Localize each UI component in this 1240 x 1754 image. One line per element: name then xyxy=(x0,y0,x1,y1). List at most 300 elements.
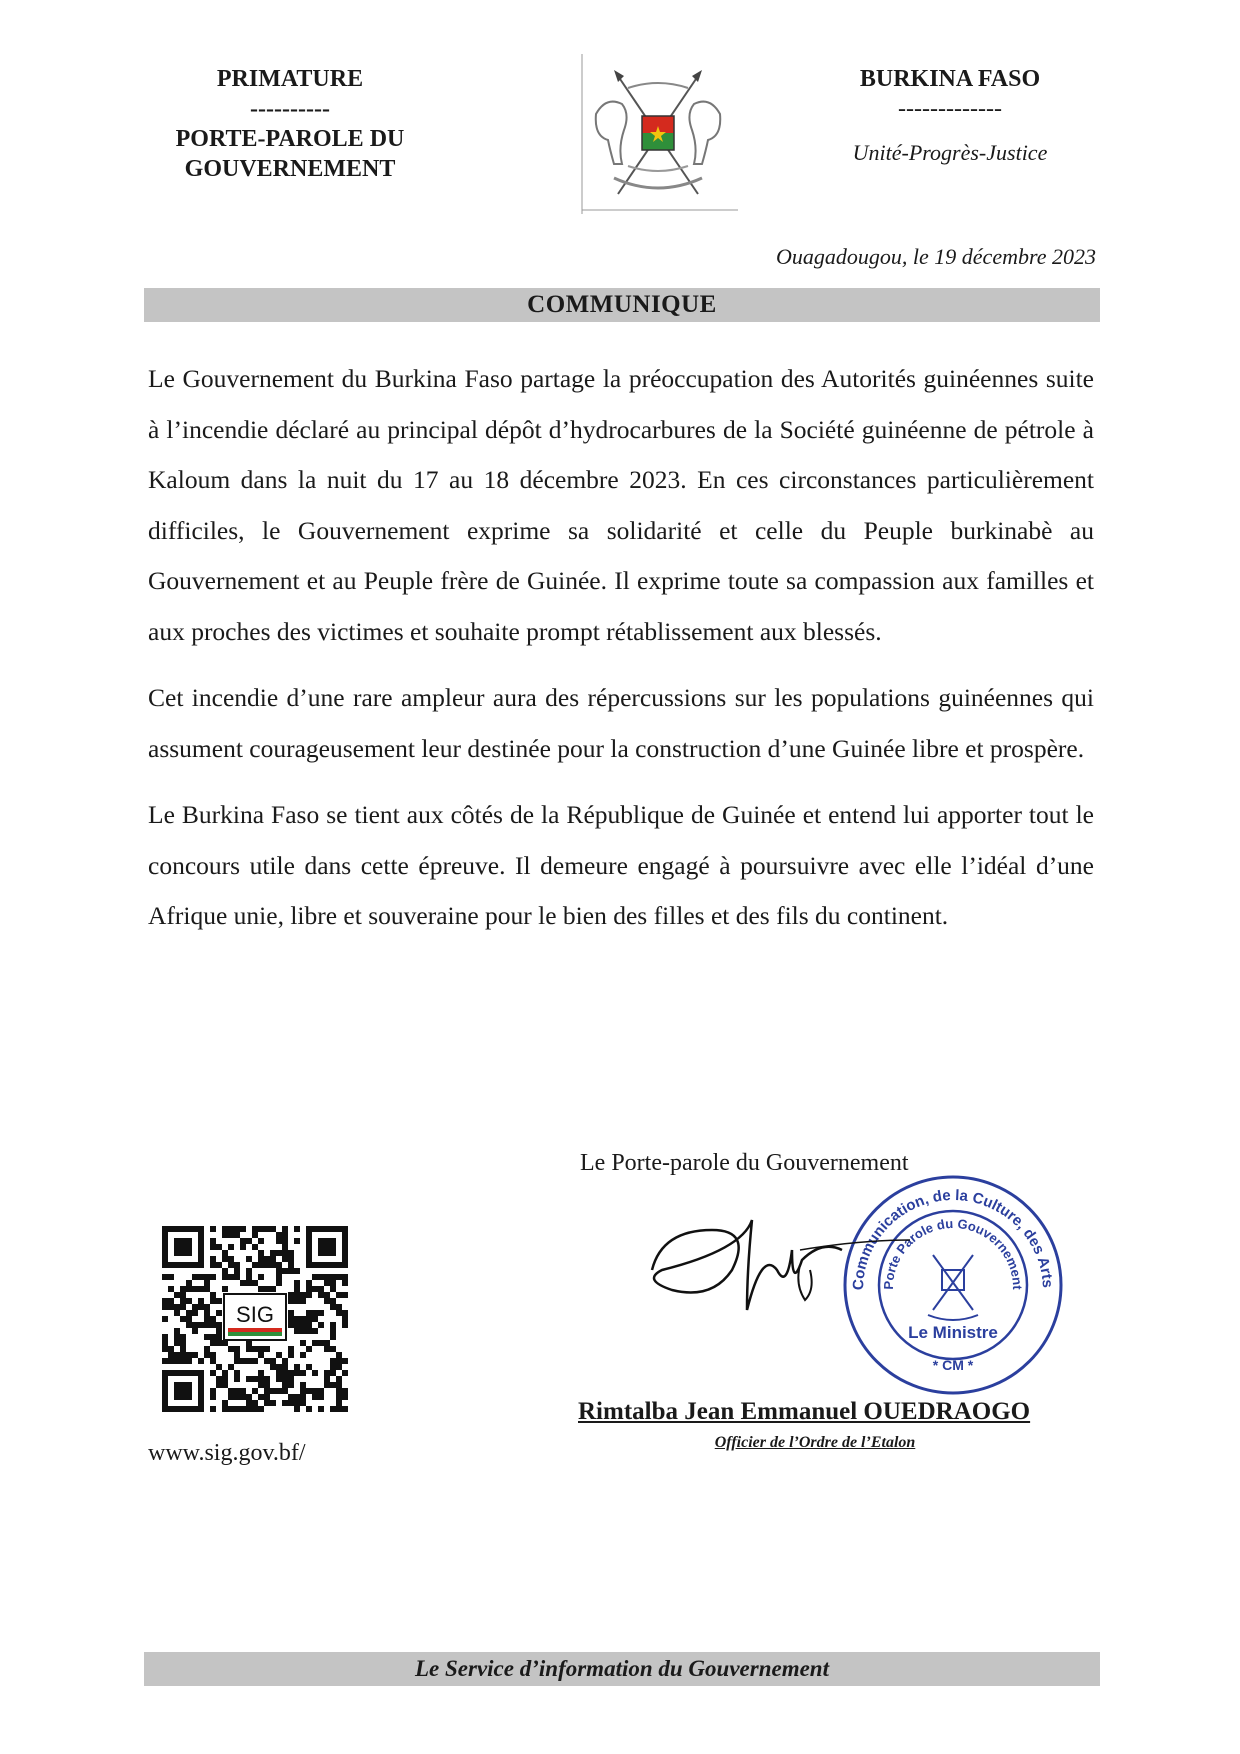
qr-module xyxy=(198,1322,204,1328)
qr-module xyxy=(210,1394,216,1400)
qr-module xyxy=(270,1256,276,1262)
qr-module xyxy=(210,1370,216,1376)
qr-module xyxy=(270,1226,276,1232)
qr-module xyxy=(276,1250,282,1256)
qr-module xyxy=(264,1376,270,1382)
qr-module xyxy=(294,1280,300,1286)
qr-module xyxy=(210,1352,216,1358)
qr-module xyxy=(192,1310,198,1316)
qr-module xyxy=(288,1268,294,1274)
qr-module xyxy=(240,1388,246,1394)
qr-module xyxy=(174,1340,180,1346)
qr-module xyxy=(228,1256,234,1262)
qr-module xyxy=(180,1286,186,1292)
qr-module xyxy=(174,1304,180,1310)
qr-module xyxy=(234,1274,240,1280)
qr-module xyxy=(318,1292,324,1298)
qr-module xyxy=(288,1298,294,1304)
document-date: Ouagadougou, le 19 décembre 2023 xyxy=(776,244,1096,269)
qr-module xyxy=(210,1292,216,1298)
qr-module xyxy=(216,1262,222,1268)
qr-module xyxy=(204,1310,210,1316)
qr-module xyxy=(246,1256,252,1262)
qr-module xyxy=(318,1340,324,1346)
qr-module xyxy=(204,1334,210,1340)
qr-module xyxy=(258,1346,264,1352)
country-separator: ------------- xyxy=(898,96,1002,122)
qr-module xyxy=(234,1352,240,1358)
qr-module xyxy=(330,1370,336,1376)
qr-module xyxy=(288,1322,294,1328)
qr-module xyxy=(192,1304,198,1310)
qr-module xyxy=(288,1400,294,1406)
qr-module xyxy=(222,1274,228,1280)
qr-module xyxy=(312,1310,318,1316)
qr-module xyxy=(294,1322,300,1328)
qr-module xyxy=(162,1358,168,1364)
qr-module xyxy=(264,1358,270,1364)
qr-module xyxy=(300,1382,306,1388)
qr-module xyxy=(258,1406,264,1412)
qr-module xyxy=(306,1328,312,1334)
qr-module xyxy=(330,1322,336,1328)
stamp-mark: * CM * xyxy=(932,1357,974,1373)
qr-module xyxy=(288,1256,294,1262)
qr-module xyxy=(282,1370,288,1376)
qr-module xyxy=(288,1346,294,1352)
qr-module xyxy=(294,1268,300,1274)
country-header xyxy=(810,64,1090,168)
qr-module xyxy=(324,1382,330,1388)
qr-module xyxy=(258,1274,264,1280)
qr-module xyxy=(180,1304,186,1310)
qr-module xyxy=(264,1394,270,1400)
qr-module xyxy=(282,1226,288,1232)
qr-module xyxy=(174,1352,180,1358)
qr-module xyxy=(324,1370,330,1376)
qr-module xyxy=(168,1286,174,1292)
qr-module xyxy=(282,1388,288,1394)
qr-module xyxy=(312,1388,318,1394)
qr-module xyxy=(300,1292,306,1298)
qr-module xyxy=(252,1262,258,1268)
qr-module xyxy=(270,1286,276,1292)
qr-module xyxy=(222,1370,228,1376)
qr-module xyxy=(240,1244,246,1250)
qr-module xyxy=(282,1358,288,1364)
qr-module xyxy=(228,1226,234,1232)
qr-module xyxy=(246,1274,252,1280)
qr-module xyxy=(228,1388,234,1394)
signatory-name: Rimtalba Jean Emmanuel OUEDRAOGO xyxy=(578,1398,1031,1425)
qr-module xyxy=(306,1292,312,1298)
qr-module xyxy=(210,1334,216,1340)
qr-module xyxy=(288,1310,294,1316)
paragraph: Le Gouvernement du Burkina Faso partage la préoccupation des Autorités guinéennes suite à l’incendie déclaré au principal dépôt d’hydrocarbures de la Société guinéenne de pétrole à Kaloum dans la nuit du 17 au 18 décembre 2023. En ces circonstances particulièrement difficiles, le Gouvernement exprime sa solidarité et celle du Peuple burkinabè au Gouvernement et au Peuple frère de Guinée. Il exprime toute sa compassion aux familles et aux proches des victimes et souhaite prompt rétablissement aux blessés. xyxy=(148,364,1094,646)
qr-module xyxy=(342,1322,348,1328)
qr-module xyxy=(312,1340,318,1346)
qr-module xyxy=(324,1340,330,1346)
qr-module xyxy=(162,1298,168,1304)
qr-module xyxy=(330,1406,336,1412)
qr-module xyxy=(258,1370,264,1376)
qr-module xyxy=(186,1316,192,1322)
qr-module xyxy=(312,1328,318,1334)
qr-module xyxy=(330,1328,336,1334)
qr-module xyxy=(198,1274,204,1280)
qr-module xyxy=(180,1298,186,1304)
qr-module xyxy=(318,1388,324,1394)
qr-module xyxy=(276,1274,282,1280)
qr-module xyxy=(342,1280,348,1286)
qr-module xyxy=(294,1394,300,1400)
qr-module xyxy=(312,1274,318,1280)
qr-module xyxy=(264,1388,270,1394)
qr-module xyxy=(198,1298,204,1304)
qr-module xyxy=(336,1358,342,1364)
qr-module xyxy=(204,1346,210,1352)
qr-module xyxy=(228,1364,234,1370)
qr-module xyxy=(258,1256,264,1262)
qr-module xyxy=(336,1274,342,1280)
qr-module xyxy=(276,1352,282,1358)
qr-module xyxy=(216,1244,222,1250)
qr-module xyxy=(234,1346,240,1352)
qr-module xyxy=(294,1298,300,1304)
qr-module xyxy=(294,1406,300,1412)
qr-module xyxy=(246,1238,252,1244)
qr-module xyxy=(330,1304,336,1310)
qr-module xyxy=(342,1358,348,1364)
qr-module xyxy=(288,1370,294,1376)
qr-module xyxy=(312,1286,318,1292)
qr-module xyxy=(270,1250,276,1256)
qr-module xyxy=(306,1310,312,1316)
qr-module xyxy=(282,1244,288,1250)
qr-module xyxy=(276,1370,282,1376)
footer-banner: Le Service d’information du Gouvernement xyxy=(144,1652,1100,1686)
qr-module xyxy=(198,1304,204,1310)
qr-module xyxy=(210,1406,216,1412)
qr-module xyxy=(336,1394,342,1400)
qr-module xyxy=(234,1226,240,1232)
qr-module xyxy=(282,1232,288,1238)
qr-module xyxy=(180,1316,186,1322)
qr-module xyxy=(180,1346,186,1352)
qr-module xyxy=(300,1298,306,1304)
qr-module xyxy=(162,1340,168,1346)
qr-module xyxy=(270,1358,276,1364)
qr-module xyxy=(234,1358,240,1364)
qr-module xyxy=(306,1346,312,1352)
qr-module xyxy=(174,1334,180,1340)
qr-module xyxy=(162,1316,168,1322)
qr-module xyxy=(324,1280,330,1286)
handwritten-signature xyxy=(650,1210,910,1320)
qr-module xyxy=(210,1388,216,1394)
qr-module xyxy=(294,1400,300,1406)
qr-module xyxy=(162,1304,168,1310)
qr-module xyxy=(240,1226,246,1232)
qr-module xyxy=(234,1268,240,1274)
qr-module xyxy=(270,1400,276,1406)
communique-body xyxy=(148,354,1094,958)
qr-module xyxy=(330,1274,336,1280)
qr-module xyxy=(276,1268,282,1274)
qr-module xyxy=(288,1292,294,1298)
qr-module xyxy=(252,1376,258,1382)
qr-module xyxy=(204,1352,210,1358)
qr-module xyxy=(234,1376,240,1382)
qr-module xyxy=(264,1256,270,1262)
qr-module xyxy=(252,1346,258,1352)
stamp-role: Le Ministre xyxy=(908,1323,998,1342)
qr-module xyxy=(330,1286,336,1292)
qr-module xyxy=(306,1364,312,1370)
qr-module xyxy=(294,1226,300,1232)
qr-logo-label: SIG xyxy=(236,1302,274,1327)
qr-module xyxy=(318,1394,324,1400)
qr-module xyxy=(258,1238,264,1244)
qr-module xyxy=(210,1358,216,1364)
qr-module xyxy=(168,1358,174,1364)
qr-module xyxy=(228,1406,234,1412)
issuer-separator: ---------- xyxy=(250,96,330,122)
qr-module xyxy=(174,1328,180,1334)
qr-module xyxy=(246,1400,252,1406)
qr-module xyxy=(270,1364,276,1370)
qr-module xyxy=(240,1394,246,1400)
qr-module xyxy=(324,1298,330,1304)
qr-module xyxy=(216,1334,222,1340)
qr-module xyxy=(282,1382,288,1388)
qr-module xyxy=(204,1274,210,1280)
qr-module xyxy=(288,1376,294,1382)
qr-module xyxy=(234,1232,240,1238)
qr-module xyxy=(330,1382,336,1388)
qr-module xyxy=(216,1298,222,1304)
qr-module xyxy=(222,1382,228,1388)
qr-module xyxy=(222,1232,228,1238)
qr-module xyxy=(246,1358,252,1364)
qr-module xyxy=(300,1388,306,1394)
issuer-line-1: PRIMATURE xyxy=(216,66,364,92)
qr-module xyxy=(264,1346,270,1352)
qr-module xyxy=(240,1358,246,1364)
qr-module xyxy=(318,1274,324,1280)
paragraph: Le Burkina Faso se tient aux côtés de la République de Guinée et entend lui apporter tout le concours utile dans cette épreuve. Il demeure engagé à poursuivre avec elle l’idéal d’une Afrique unie, libre et souveraine pour le bien des filles et des fils du continent. xyxy=(148,800,1094,930)
qr-module xyxy=(300,1370,306,1376)
qr-module xyxy=(228,1274,234,1280)
signatory-title: Le Porte-parole du Gouvernement xyxy=(580,1150,909,1176)
qr-module xyxy=(330,1364,336,1370)
qr-module xyxy=(294,1286,300,1292)
qr-module xyxy=(228,1394,234,1400)
qr-module xyxy=(258,1250,264,1256)
qr-module xyxy=(216,1382,222,1388)
qr-module xyxy=(258,1382,264,1388)
qr-module xyxy=(342,1292,348,1298)
qr-module xyxy=(294,1370,300,1376)
qr-module xyxy=(342,1394,348,1400)
qr-module xyxy=(306,1322,312,1328)
qr-module xyxy=(336,1376,342,1382)
qr-module xyxy=(186,1310,192,1316)
qr-module xyxy=(246,1406,252,1412)
qr-module xyxy=(222,1268,228,1274)
qr-module xyxy=(294,1364,300,1370)
qr-module xyxy=(330,1298,336,1304)
qr-module xyxy=(264,1226,270,1232)
qr-module xyxy=(252,1388,258,1394)
qr-module xyxy=(222,1286,228,1292)
qr-module xyxy=(246,1346,252,1352)
qr-module xyxy=(276,1238,282,1244)
qr-module xyxy=(330,1346,336,1352)
qr-module xyxy=(330,1358,336,1364)
qr-module xyxy=(294,1316,300,1322)
qr-module xyxy=(324,1292,330,1298)
qr-module xyxy=(234,1406,240,1412)
qr-module xyxy=(180,1340,186,1346)
qr-module xyxy=(168,1298,174,1304)
qr-module xyxy=(264,1400,270,1406)
qr-module xyxy=(222,1376,228,1382)
qr-module xyxy=(210,1340,216,1346)
qr-module xyxy=(222,1400,228,1406)
qr-module xyxy=(306,1316,312,1322)
issuer-header xyxy=(140,64,440,184)
qr-module xyxy=(258,1394,264,1400)
qr-module xyxy=(252,1226,258,1232)
qr-module xyxy=(240,1406,246,1412)
qr-module xyxy=(168,1346,174,1352)
qr-module xyxy=(306,1406,312,1412)
qr-module xyxy=(210,1244,216,1250)
qr-module xyxy=(336,1400,342,1406)
qr-module xyxy=(300,1316,306,1322)
qr-module xyxy=(246,1394,252,1400)
qr-module xyxy=(198,1286,204,1292)
qr-module xyxy=(210,1316,216,1322)
qr-module xyxy=(228,1244,234,1250)
qr-module xyxy=(336,1406,342,1412)
qr-module xyxy=(186,1298,192,1304)
qr-module xyxy=(258,1262,264,1268)
qr-module xyxy=(240,1280,246,1286)
qr-module xyxy=(192,1322,198,1328)
qr-module xyxy=(300,1400,306,1406)
stamp-outer-text: Communication, de la Culture, des Arts xyxy=(849,1186,1057,1291)
qr-module xyxy=(216,1340,222,1346)
qr-module xyxy=(336,1352,342,1358)
qr-module xyxy=(186,1352,192,1358)
qr-module xyxy=(216,1376,222,1382)
qr-module xyxy=(252,1406,258,1412)
qr-module xyxy=(228,1346,234,1352)
website-url[interactable]: www.sig.gov.bf/ xyxy=(148,1440,306,1466)
qr-module xyxy=(246,1376,252,1382)
qr-module xyxy=(222,1406,228,1412)
qr-module xyxy=(282,1364,288,1370)
qr-module xyxy=(324,1346,330,1352)
qr-module xyxy=(282,1400,288,1406)
qr-module xyxy=(258,1352,264,1358)
qr-module xyxy=(210,1274,216,1280)
qr-module xyxy=(180,1352,186,1358)
qr-module xyxy=(234,1370,240,1376)
qr-module xyxy=(342,1406,348,1412)
qr-module xyxy=(336,1310,342,1316)
qr-module xyxy=(180,1358,186,1364)
qr-module xyxy=(324,1274,330,1280)
qr-module xyxy=(276,1232,282,1238)
qr-module xyxy=(210,1322,216,1328)
qr-module xyxy=(222,1226,228,1232)
qr-module xyxy=(336,1388,342,1394)
qr-module xyxy=(306,1388,312,1394)
issuer-line-3: GOUVERNEMENT xyxy=(184,156,396,182)
qr-module xyxy=(276,1364,282,1370)
signatory-honor: Officier de l’Ordre de l’Etalon xyxy=(714,1434,916,1451)
qr-module xyxy=(168,1304,174,1310)
qr-module xyxy=(300,1322,306,1328)
qr-module xyxy=(210,1238,216,1244)
qr-module xyxy=(264,1382,270,1388)
qr-module xyxy=(300,1340,306,1346)
qr-module xyxy=(228,1262,234,1268)
qr-module xyxy=(276,1388,282,1394)
qr-module xyxy=(288,1262,294,1268)
qr-module xyxy=(282,1256,288,1262)
qr-module xyxy=(336,1382,342,1388)
qr-module xyxy=(294,1238,300,1244)
qr-module xyxy=(210,1262,216,1268)
qr-module xyxy=(252,1280,258,1286)
qr-module xyxy=(192,1274,198,1280)
qr-module xyxy=(276,1262,282,1268)
qr-module xyxy=(282,1238,288,1244)
qr-module xyxy=(294,1292,300,1298)
qr-module xyxy=(312,1316,318,1322)
qr-module xyxy=(180,1334,186,1340)
qr-module xyxy=(324,1376,330,1382)
qr-module xyxy=(216,1322,222,1328)
qr-module xyxy=(336,1364,342,1370)
qr-module xyxy=(288,1250,294,1256)
stamp-inner-text: Porte Parole du Gouvernement xyxy=(880,1215,1026,1290)
qr-code xyxy=(162,1226,348,1412)
qr-module xyxy=(162,1346,168,1352)
qr-module xyxy=(264,1262,270,1268)
qr-module xyxy=(174,1358,180,1364)
qr-module xyxy=(252,1232,258,1238)
qr-module xyxy=(270,1388,276,1394)
qr-module xyxy=(252,1358,258,1364)
qr-module xyxy=(270,1262,276,1268)
qr-module xyxy=(300,1394,306,1400)
qr-module xyxy=(306,1280,312,1286)
qr-module xyxy=(168,1352,174,1358)
qr-module xyxy=(234,1262,240,1268)
qr-module xyxy=(192,1352,198,1358)
qr-module xyxy=(288,1316,294,1322)
qr-module xyxy=(180,1292,186,1298)
qr-module xyxy=(318,1310,324,1316)
qr-module xyxy=(288,1382,294,1388)
qr-module xyxy=(252,1244,258,1250)
qr-module xyxy=(300,1328,306,1334)
